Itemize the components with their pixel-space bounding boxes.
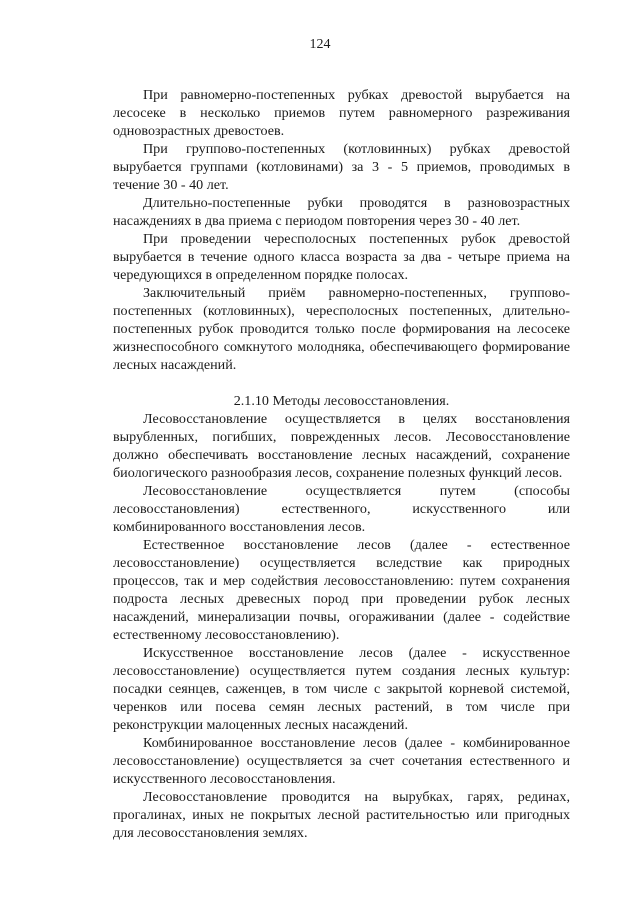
- paragraph-strip-gradual-felling: При проведении чересполосных постепенных рубок древостой вырубается в течение одного класса возраста за два - четыре приема на чередующихся в определенном порядке полосах.: [113, 231, 570, 283]
- section-heading: 2.1.10 Методы лесовосстановления.: [233, 393, 450, 409]
- paragraph-uniform-gradual-felling: При равномерно-постепенных рубках древостой вырубается на лесосеке в несколько приемов путем равномерного разреживания одновозрастных древостоев.: [113, 87, 570, 139]
- paragraph-final-felling-stage: Заключительный приём равномерно-постепенных, группово-постепенных (котловинных), чересполосных постепенных, длительно-постепенных рубок проводится только после формирования на лесосеке жизнеспособного сомкнутого молодняка, обеспечивающего формирование лесных насаждений.: [113, 285, 570, 373]
- paragraph-combined-reforestation: Комбинированное восстановление лесов (далее - комбинированное лесовосстановление) осуществляется за счет сочетания естественного и искусственного лесовосстановления.: [113, 735, 570, 787]
- paragraph-group-gradual-felling: При группово-постепенных (котловинных) рубках древостой вырубается группами (котловинами) за 3 - 5 приемов, проводимых в течение 30 - 40 лет.: [113, 141, 570, 193]
- document-body: [113, 86, 570, 842]
- paragraph-reforestation-purpose: Лесовосстановление осуществляется в целях восстановления вырубленных, погибших, поврежденных лесов. Лесовосстановление должно обеспечивать восстановление лесных насаждений, сохранение биологического разнообразия лесов, сохранение полезных функций лесов.: [113, 411, 570, 481]
- paragraph-long-term-gradual-felling: Длительно-постепенные рубки проводятся в разновозрастных насаждениях в два приема с периодом повторения через 30 - 40 лет.: [113, 195, 570, 229]
- paragraph-reforestation-lands: Лесовосстановление проводится на вырубках, гарях, рединах, прогалинах, иных не покрытых лесной растительностью или пригодных для лесовосстановления землях.: [113, 789, 570, 841]
- page-number: 124: [309, 37, 331, 52]
- paragraph-artificial-reforestation: Искусственное восстановление лесов (далее - искусственное лесовосстановление) осуществляется путем создания лесных культур: посадки сеянцев, саженцев, в том числе с закрытой корневой системой, черенков или посева семян лесных растений, в том числе при реконструкции малоценных лесных насаждений.: [113, 645, 570, 733]
- paragraph-reforestation-methods: Лесовосстановление осуществляется путем (способы лесовосстановления) естественного, искусственного или комбинированного восстановления лесов.: [113, 483, 570, 535]
- paragraph-natural-reforestation: Естественное восстановление лесов (далее - естественное лесовосстановление) осуществляется вследствие как природных процессов, так и мер содействия лесовосстановлению: путем сохранения подроста лесных древесных пород при проведении рубок лесных насаждений, минерализации почвы, огораживании (далее - содействие естественному лесовосстановлению).: [113, 537, 570, 643]
